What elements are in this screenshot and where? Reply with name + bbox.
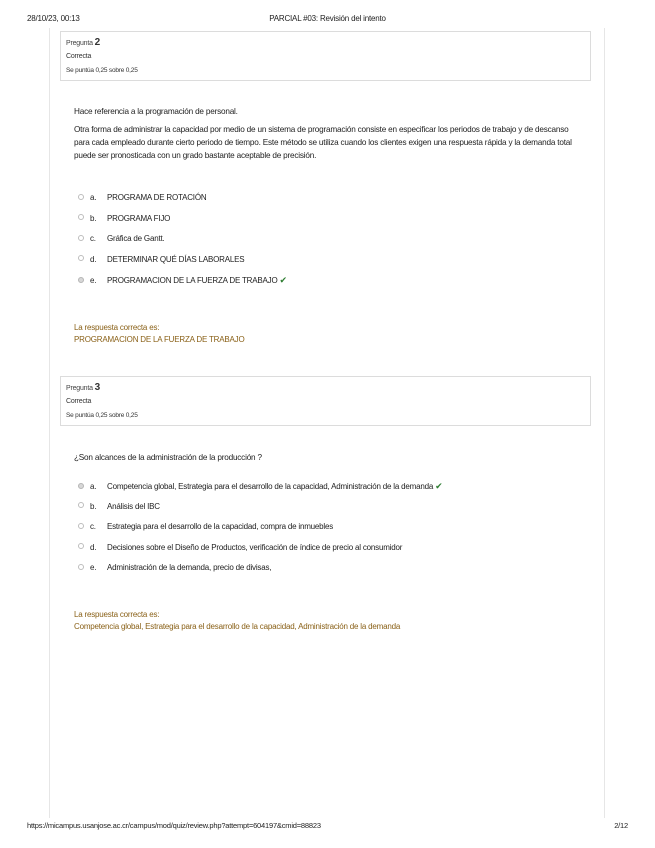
page-right-border [604, 28, 605, 818]
radio-button[interactable] [78, 255, 84, 261]
page-number: 2/12 [614, 821, 628, 830]
answer-text: PROGRAMA FIJO [107, 213, 171, 223]
answer-text: Administración de la demanda, precio de divisas, [107, 563, 272, 572]
feedback-answer: Competencia global, Estrategia para el desarrollo de la capacidad, Administración de la demanda [74, 622, 401, 631]
answer-text: Gráfica de Gantt. [107, 234, 165, 243]
question-text [74, 451, 579, 464]
answer-text: Estrategia para el desarrollo de la capacidad, compra de inmuebles [107, 522, 334, 531]
question-info-box [60, 31, 591, 81]
radio-button[interactable] [78, 502, 84, 508]
question-number-value: 3 [94, 382, 100, 393]
answer-option[interactable]: b. PROGRAMA FIJO [78, 209, 598, 230]
correct-answer-feedback [74, 322, 594, 346]
answer-option-selected[interactable]: a. Competencia global, Estrategia para el desarrollo de la capacidad, Administración de la demanda ✔ [78, 476, 598, 497]
radio-button[interactable] [78, 214, 84, 220]
radio-button[interactable] [78, 235, 84, 241]
answer-option[interactable]: c. Gráfica de Gantt. [78, 229, 598, 250]
question-grade: Se puntúa 0,25 sobre 0,25 [66, 412, 138, 419]
radio-button-checked[interactable] [78, 483, 84, 489]
correct-check-icon: ✔ [435, 481, 443, 491]
answer-option[interactable]: a. PROGRAMA DE ROTACIÓN [78, 188, 598, 209]
page-url[interactable]: https://micampus.usanjose.ac.cr/campus/mod/quiz/review.php?attempt=604197&cmid=88823 [27, 821, 321, 830]
print-title: PARCIAL #03: Revisión del intento [269, 14, 386, 23]
print-date: 28/10/23, 00:13 [27, 14, 80, 23]
correct-check-icon: ✔ [279, 275, 287, 285]
answer-option[interactable]: d. Decisiones sobre el Diseño de Productos, verificación de índice de precio al consumidor [78, 538, 598, 559]
correct-answer-feedback [74, 609, 594, 633]
answer-option-selected[interactable]: e. PROGRAMACION DE LA FUERZA DE TRABAJO ✔ [78, 270, 598, 291]
feedback-label: La respuesta correcta es: [74, 323, 160, 332]
answer-text: Competencia global, Estrategia para el desarrollo de la capacidad, Administración de la demanda [107, 482, 434, 491]
answer-text: Decisiones sobre el Diseño de Productos, verificación de índice de precio al consumidor [107, 542, 403, 552]
question-text [74, 105, 579, 162]
question-text-line: Hace referencia a la programación de personal. [74, 107, 238, 116]
radio-button[interactable] [78, 523, 84, 529]
answer-option[interactable]: d. DETERMINAR QUÉ DÍAS LABORALES [78, 250, 598, 271]
question-text-line: ¿Son alcances de la administración de la producción ? [74, 453, 262, 462]
question-state: Correcta [66, 398, 92, 405]
feedback-label: La respuesta correcta es: [74, 610, 160, 619]
answer-text: DETERMINAR QUÉ DÍAS LABORALES [107, 254, 245, 264]
answer-list [78, 476, 598, 579]
question-grade: Se puntúa 0,25 sobre 0,25 [66, 67, 138, 74]
answer-text: PROGRAMACION DE LA FUERZA DE TRABAJO [107, 276, 278, 285]
radio-button[interactable] [78, 194, 84, 200]
radio-button-checked[interactable] [78, 277, 84, 283]
print-footer [27, 821, 628, 833]
feedback-answer: PROGRAMACION DE LA FUERZA DE TRABAJO [74, 335, 245, 344]
question-text-line: Otra forma de administrar la capacidad por medio de un sistema de programación consiste en especificar los periodos de trabajo y de descanso para cada empleado durante cierto periodo de tiempo. Este método se utiliza cuando los clientes exigen una respuesta rápida y la demanda total puede ser pronosticada con un grado bastante aceptable de precisión. [74, 125, 572, 160]
answer-text: PROGRAMA DE ROTACIÓN [107, 193, 207, 202]
question-number-value: 2 [94, 37, 100, 48]
answer-option[interactable]: e. Administración de la demanda, precio de divisas, [78, 558, 598, 579]
print-header [27, 14, 628, 26]
question-info-box [60, 376, 591, 426]
radio-button[interactable] [78, 564, 84, 570]
question-state: Correcta [66, 53, 92, 60]
answer-option[interactable]: c. Estrategia para el desarrollo de la capacidad, compra de inmuebles [78, 517, 598, 538]
page-left-border [49, 28, 50, 818]
answer-option[interactable]: b. Análisis del IBC [78, 497, 598, 518]
answer-list [78, 188, 598, 291]
question-number: Pregunta 2 [66, 37, 100, 48]
answer-text: Análisis del IBC [107, 501, 160, 511]
radio-button[interactable] [78, 543, 84, 549]
question-number: Pregunta 3 [66, 382, 100, 393]
